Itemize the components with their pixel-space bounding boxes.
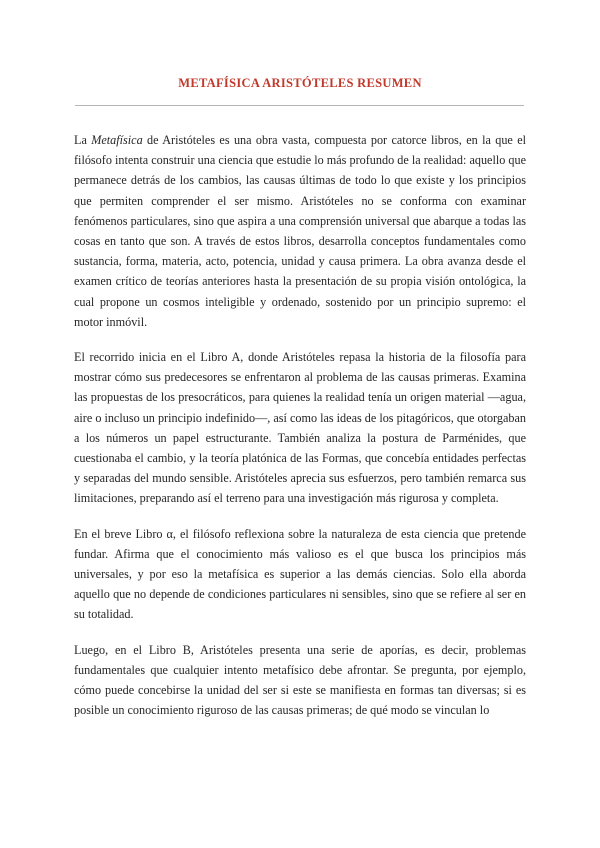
paragraph-1-rest: de Aristóteles es una obra vasta, compuesta por catorce libros, en la que el filósofo intenta construir una ciencia que estudie lo más profundo de la realidad: aquello que permanece detrás de los cambios, las causas últimas de todo lo que existe y los principios que permiten comprender el ser mismo. Aristóteles no se conforma con examinar fenómenos particulares, sino que aspira a una comprensión universal que abarque a todas las cosas en tanto que son. A través de estos libros, desarrolla conceptos fundamentales como sustancia, forma, materia, acto, potencia, unidad y causa primera. La obra avanza desde el examen crítico de teorías anteriores hasta la presentación de su propia visión ontológica, la cual propone un cosmos inteligible y ordenado, sostenido por un principio supremo: el motor inmóvil.	[74, 133, 527, 329]
document-body	[74, 130, 526, 735]
paragraph-1-prefix: La	[74, 133, 92, 147]
paragraph-3: En el breve Libro α, el filósofo reflexiona sobre la naturaleza de esta ciencia que pretende fundar. Afirma que el conocimiento más valioso es el que busca los principios más universales, y por eso la metafísica es superior a las demás ciencias. Solo ella aborda aquello que no depende de condiciones particulares ni sensibles, sino que se refiere al ser en su totalidad.	[74, 526, 526, 622]
title-divider	[75, 105, 524, 106]
paragraph-1-emphasis: Metafísica	[91, 133, 143, 147]
paragraph-1	[74, 130, 526, 332]
document-title: METAFÍSICA ARISTÓTELES RESUMEN	[178, 76, 422, 90]
paragraph-2: El recorrido inicia en el Libro A, donde Aristóteles repasa la historia de la filosofía para mostrar cómo sus predecesores se enfrentaron al problema de las causas primeras. Examina las propuestas de los presocráticos, para quienes la realidad tenía un origen material —agua, aire o incluso un principio indefinido—, así como las ideas de los pitagóricos, que otorgaban a los números un papel estructurante. También analiza la postura de Parménides, que cuestionaba el cambio, y la teoría platónica de las Formas, que concebía entidades perfectas y separadas del mundo sensible. Aristóteles aprecia sus esfuerzos, pero también remarca sus limitaciones, preparando así el terreno para una investigación más rigurosa y completa.	[74, 350, 526, 506]
paragraph-4: Luego, en el Libro B, Aristóteles presenta una serie de aporías, es decir, problemas fundamentales que cualquier intento metafísico debe afrontar. Se pregunta, por ejemplo, cómo puede concebirse la unidad del ser si este se manifiesta en formas tan diversas; si es posible un conocimiento riguroso de las causas primeras; de qué modo se vinculan lo	[74, 642, 526, 718]
